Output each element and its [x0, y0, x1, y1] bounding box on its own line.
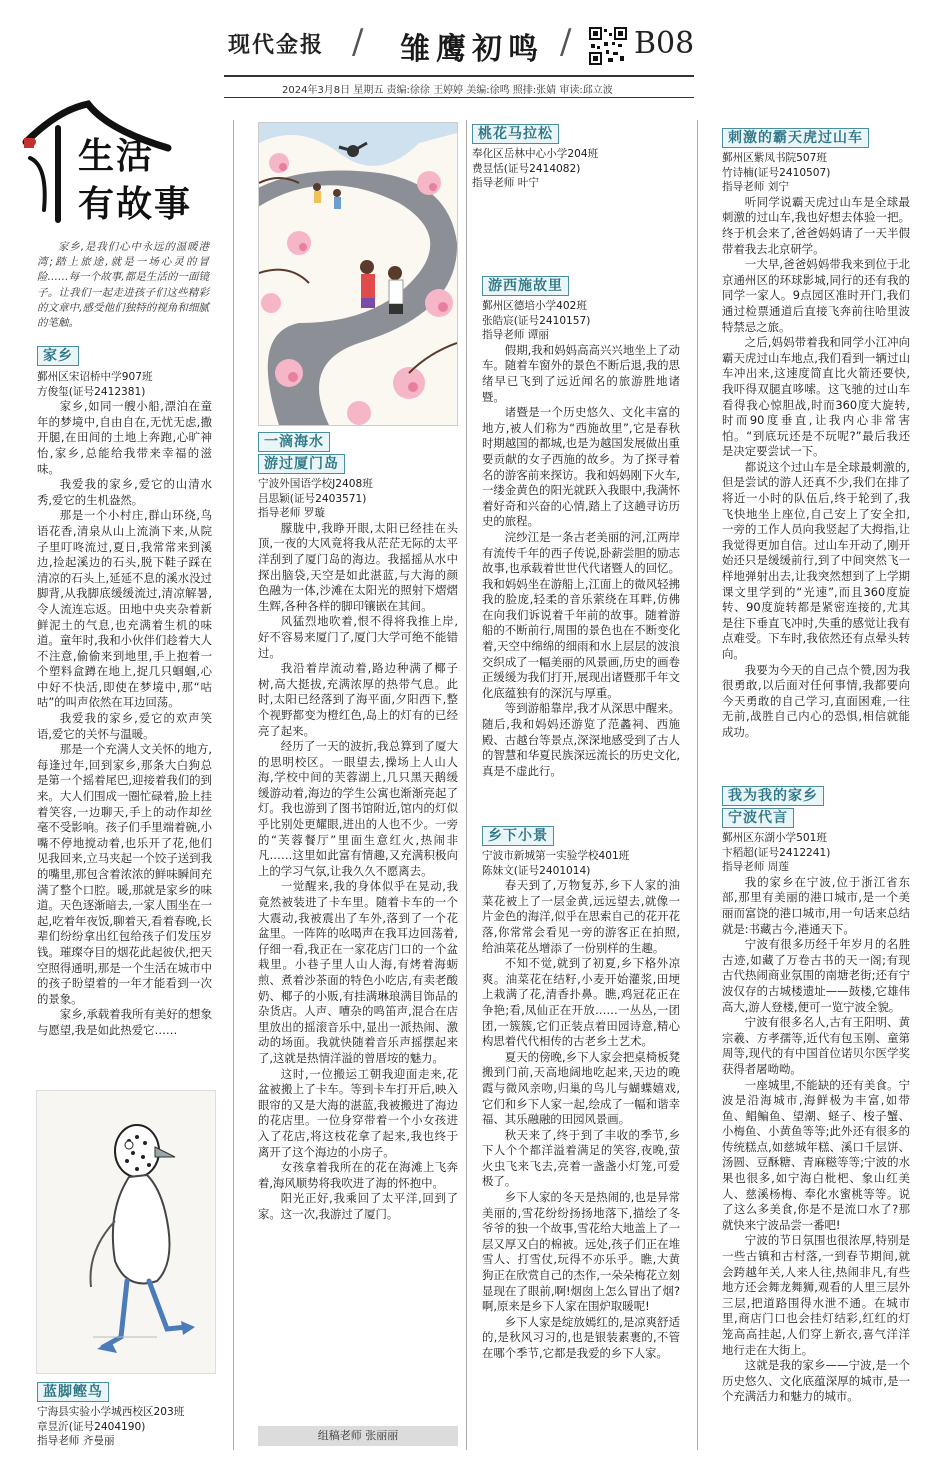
- article-author: 竹诗楠(证号2410507): [722, 166, 831, 179]
- qr-code-icon[interactable]: [588, 26, 628, 66]
- column-logo-line2: 有故事: [78, 183, 193, 225]
- article-paragraph: 我沿着岸流动着,路边种满了椰子树,高大挺拔,充满浓厚的热带气息。此时,太阳已经落到了海平面,夕阳西下,整个视野都变为橙红色,岛上的灯有的已经亮了起来。: [258, 661, 458, 738]
- article-paragraph: 都说这个过山车是全球最刺激的,但是尝试的游人还真不少,我们在排了将近一小时的队伍后,终于轮到了,我飞快地坐上座位,自己安上了安全扣,一旁的工作人员向我竖起了大拇指,让我觉得更加自信。过山车开动了,刚开始还只是缓缓前行,到了中间突然飞一样地弹射出去,让我突然想到了上学期课文里学到的“光速”,而且360度旋转、90度旋转都是紧密连接的,尤其是往下垂直飞冲时,失重的感觉让我有点难受。下车时,我依然还有点晕头转向。: [722, 459, 910, 661]
- article-paragraph: 之后,妈妈带着我和同学小江冲向霸天虎过山车地点,我们看到一辆过山车冲出来,这速度简直比火箭还要快,我吓得双腿直哆嗦。这飞驰的过山车看得我心惊胆战,时而360度大旋转,时而90度垂直,让我内心非常害怕。“到底玩还是不玩呢?”最后我还是决定要尝试一下。: [722, 335, 910, 459]
- article-title-line1: 我为我的家乡: [722, 786, 824, 806]
- article-paragraph: 听同学说霸天虎过山车是全球最刺激的过山车,我也好想去体验一把。终于机会来了,爸爸妈妈请了一天半假带着我去北京研学。: [722, 194, 910, 256]
- article-paragraph: 一大早,爸爸妈妈带我来到位于北京通州区的环球影城,同行的还有我的同学一家人。9点园区准时开门,我们通过检票通道后直接飞奔前往哈里波特禁忌之旅。: [722, 257, 910, 334]
- article-title: 蓝脚鲣鸟: [37, 1382, 109, 1402]
- article-paragraph: 假期,我和妈妈高高兴兴地坐上了动车。随着车窗外的景色不断后退,我的思绪早已飞到了远近闻名的旅游胜地诸暨。: [482, 342, 680, 404]
- page-number: B08: [634, 26, 695, 61]
- article-paragraph: 我爱我的家乡,爱它的山清水秀,爱它的生机盎然。: [37, 477, 212, 507]
- intro-text: [37, 240, 209, 331]
- article-paragraph: 秋天来了,终于到了丰收的季节,乡下人个个都洋溢着满足的笑容,夜晚,萤火虫飞来飞去,亮着一盏盏小灯笼,可爱极了。: [482, 1127, 680, 1189]
- article-paragraph: 朦胧中,我睁开眼,太阳已经挂在头顶,一夜的大风竟将我从茫茫无际的太平洋刮到了厦门岛的海边。我摇摇从水中探出脑袋,天空是如此湛蓝,与大海的颜色融为一体,沙滩在太阳光的照射下熠熠生辉,各种各样的脚印镶嵌在其间。: [258, 520, 458, 613]
- article-school: 奉化区岳林中心小学204班: [472, 148, 599, 160]
- article-paragraph: 这就是我的家乡——宁波,是一个历史悠久、文化底蕴深厚的城市,是一个充满活力和魅力的城市。: [722, 1358, 910, 1404]
- article-author: 卞稻超(证号2412241): [722, 846, 831, 859]
- article-paragraph: 我要为今天的自己点个赞,因为我很勇敢,以后面对任何事情,我都要向今天勇敢的自己学习,直面困难,一往无前,战胜自己内心的恐惧,相信就能成功。: [722, 662, 910, 739]
- article-paragraph: 浣纱江是一条古老美丽的河,江两岸有流传千年的西子传说,卧薪尝胆的励志故事,也承载着世世代代诸暨人的回忆。我和妈妈坐在游船上,江面上的微风轻拂我的脸庞,轻柔的音乐萦绕在耳畔,仿佛在向我们诉说着千年前的故事。随着游船的不断前行,周围的景色也在不断变化着,天空中绵绵的细雨和水上层层的波浪交织成了一幅美丽的风景画,历史的画卷正缓缓为我们打开,展现出诸暨那千年文化底蕴独有的深沉与厚重。: [482, 529, 680, 700]
- article-roller-coaster: [722, 128, 910, 741]
- article-paragraph: 我的家乡在宁波,位于浙江省东部,那里有美丽的港口城市,是一个美丽而富饶的港口城市,用一句话来总结就是:书藏古今,港通天下。: [722, 874, 910, 936]
- article-paragraph: 一觉醒来,我的身体似乎在晃动,我竟然被装进了卡车里。随着卡车的一个大震动,我被震出了车外,落到了一个花盆里。一阵阵的吆喝声在我耳边回荡着,仔细一看,我正在一家花店门口的一个盆栽里。小巷子里人山人海,有烤着海蛎煎、煮着沙茶面的特色小吃店,有卖老酸奶、椰子的小贩,有挂满琳琅满目饰品的杂货店。人声、嘈杂的鸣笛声,混合在店里放出的摇滚音乐中,显出一派热闹、激动的场面。我就快随着音乐声摇摆起来了,这就是热情洋溢的曾厝垵的魅力。: [258, 879, 458, 1065]
- article-paragraph: 阳光正好,我乘回了太平洋,回到了家。这一次,我游过了厦门。: [258, 1191, 458, 1221]
- article-title: 游西施故里: [482, 276, 569, 296]
- article-title: 桃花马拉松: [472, 124, 559, 144]
- article-paragraph: 家乡,承载着我所有美好的想象与愿望,我是如此热爱它……: [37, 1007, 212, 1037]
- article-paragraph: 宁波有很多历经千年岁月的名胜古迹,如藏了万卷古书的天一阁;有现古代热闹商业氛围的南塘老街;还有宁波仅存的古城楼遗址——鼓楼,它雄伟高大,游人登楼,便可一览宁波全貌。: [722, 937, 910, 1014]
- article-paragraph: 风猛烈地吹着,恨不得将我推上岸,好不容易来厦门了,厦门大学可绝不能错过。: [258, 614, 458, 660]
- article-paragraph: 春天到了,万物复苏,乡下人家的油菜花被上了一层金黄,远远望去,就像一片金色的海洋,似乎在思索自己的花开花落,你常常会看见一旁的游客正在拍照,给油菜花丛增添了一份别样的生趣。: [482, 878, 680, 955]
- article-school: 宁波外国语学校J2408班: [258, 478, 373, 490]
- article-title: 乡下小景: [482, 826, 554, 846]
- article-xiamen: [258, 432, 458, 1223]
- article-paragraph: 那是一个小村庄,群山环绕,鸟语花香,清泉从山上流淌下来,从院子里叮咚流过,夏日,我常常来到溪边,捡起溪边的石头,脱下鞋子踩在清凉的石头上,延延不息的溪水没过脚背,从我脚底缓缓流过,清凉解暑,令人流连忘返。田地中央夹杂着新鲜泥土的气息,也充满着生机的味道。童年时,我和小伙伴们趁着大人不注意,偷偷来到地里,手上抱着一个塑料盒蹲在地上,捉几只蝈蝈,心中好不快活,即使在梦境中,那“咕咕”的叫声依然在耳边回荡。: [37, 508, 212, 710]
- article-paragraph: 诸暨是一个历史悠久、文化丰富的地方,被人们称为“西施故里”,它是春秋时期越国的都城,也是为越国发展做出重要贡献的女子西施的故乡。为了探寻着名的游客前来探访。我和妈妈刚下火车,一缕金黄色的阳光就跃入我眼中,我满怀着好奇和兴奋的心情,踏上了这趟寻访历史的旅程。: [482, 405, 680, 529]
- article-paragraph: 我爱我的家乡,爱它的欢声笑语,爱它的关怀与温暖。: [37, 711, 212, 741]
- article-school: 鄞州区宋诏桥中学907班: [37, 371, 153, 383]
- article-title-line1: 一滴海水: [258, 432, 330, 452]
- article-school: 鄞州区德培小学402班: [482, 300, 587, 312]
- masthead-slash: /: [352, 22, 364, 62]
- article-teacher: 指导老师 齐曼丽: [37, 1435, 115, 1448]
- peach-blossom-marathon-painting: [258, 122, 458, 426]
- article-paragraph: 经历了一天的波折,我总算到了厦大的思明校区。一眼望去,操场上人山人海,学校中间的芙蓉湖上,几只黑天鹅缓缓游动着,海边的学生公寓也渐渐亮起了灯。我也游到了图书馆附近,馆内的灯似乎比别处更耀眼,进出的人也不少。一旁的“芙蓉餐厅”里面生意红火,热闹非凡……这里如此富有情趣,又充满积极向上的学习气氛,让我久久不愿离去。: [258, 739, 458, 878]
- dateline-rule: [224, 97, 694, 98]
- article-author: 吕思颖(证号2403571): [258, 492, 367, 505]
- article-peach-marathon: [472, 124, 680, 191]
- article-paragraph: 夏天的傍晚,乡下人家会把桌椅板凳搬到门前,天高地阔地吃起来,天边的晚霞与微风亲吻,归巢的鸟儿与蝴蝶嬉戏,它们和乡下人家一起,绘成了一幅和谐幸福、其乐融融的田园风景画。: [482, 1049, 680, 1127]
- article-paragraph: 宁波有很多名人,古有王阳明、黄宗羲、方孝孺等,近代有包玉刚、童第周等,现代的有中国首位诺贝尔医学奖获得者屠呦呦。: [722, 1015, 910, 1076]
- article-paragraph: 宁波的节日氛围也很浓厚,特别是一些古镇和古村落,一到春节期间,就会跨越年关,人来人往,热闹非凡,有些地方还会舞龙舞狮,观看的人里三层外三层,把道路围得水泄不通。在城市里,商店门口也会挂灯结彩,红红的灯笼高高挂起,人们穿上新衣,喜气洋洋地行走在大街上。: [722, 1233, 910, 1357]
- article-title: 家乡: [37, 346, 79, 366]
- intro-paragraph: 家乡,是我们心中永远的温暖港湾;踏上旅途,就是一场心灵的冒险……每一个故事,都是生活的一面镜子。让我们一起走进孩子们这些精彩的文章中,感受他们独特的视角和细腻的笔触。: [37, 241, 209, 330]
- article-author: 章昱沂(证号2404190): [37, 1420, 146, 1433]
- article-title-line2: 宁波代言: [722, 808, 794, 828]
- article-title: 刺激的霸天虎过山车: [722, 128, 869, 148]
- article-paragraph: 那是一个充满人文关怀的地方,每逢过年,回到家乡,那条大白狗总是第一个摇着尾巴,迎接着我们的到来。大人们围成一圈忙碌着,脸上挂着笑容,一边聊天,手上的动作却丝毫不受影响。孩子们手里端着碗,小嘴不停地搅动着,也乐开了花,他们见我回来,立马夹起一个饺子送到我的嘴里,那包含着浓浓的鲜味瞬间充满了整个口腔。暖,那就是家乡的味道。天色逐渐暗去,一家人围坐在一起,吃着年夜饭,聊着天,看着春晚,长辈们纷纷拿出红包给孩子们发压岁钱。璀璨夺目的烟花此起彼伏,把天空照得通明,那是一个生活在城市中的孩子盼望着的一年才能看到一次的景象。: [37, 742, 212, 1006]
- article-xishi: [482, 276, 680, 779]
- column-divider: [697, 120, 698, 1450]
- article-booby: [37, 1382, 215, 1449]
- article-teacher: 指导老师 罗璇: [258, 507, 325, 520]
- article-teacher: 指导老师 谭丽: [482, 329, 549, 342]
- article-school: 宁海县实验小学城西校区203班: [37, 1406, 185, 1418]
- article-author: 陈妹文(证号2401014): [482, 864, 591, 877]
- masthead-rule: [224, 75, 694, 77]
- article-school: 宁波市新城第一实验学校401班: [482, 850, 630, 862]
- article-teacher: 指导老师 周莲: [722, 861, 789, 874]
- article-hometown: [37, 346, 212, 1039]
- paper-name: 现代金报: [228, 33, 325, 58]
- column-logo-line1: 生活: [78, 135, 155, 177]
- article-author: 费昱恬(证号2414082): [472, 162, 581, 175]
- column-divider: [233, 120, 234, 1450]
- article-school: 鄞州区紫凤书院507班: [722, 152, 827, 164]
- article-paragraph: 不知不觉,就到了初夏,乡下格外凉爽。油菜花在结籽,小麦开始灌浆,田埂上栽满了花,清香扑鼻。瞧,鸡冠花正在争艳;看,凤仙正在开放……一丛丛,一团团,一簇簇,它们正装点着田园诗意,精心构思着代代相传的古老乡土艺术。: [482, 956, 680, 1049]
- editor-footnote: 组稿老师 张丽丽: [258, 1426, 458, 1446]
- article-paragraph: 这时,一位搬运工朝我迎面走来,花盆被搬上了卡车。等到卡车打开后,映入眼帘的又是大海的湛蓝,我被搬进了海边的花店里。一位身穿带着一个小女孩进入了花店,将这枝花拿了起来,我也终于离开了这个海边的小房子。: [258, 1066, 458, 1159]
- article-author: 方俊玺(证号2412381): [37, 385, 146, 398]
- article-paragraph: 一座城里,不能缺的还有美食。宁波是沿海城市,海鲜极为丰富,如带鱼、鲳鳊鱼、望潮、蛏子、梭子蟹、小梅鱼、小黄鱼等等;此外还有很多的传统糕点,如慈城年糕、溪口千层饼、汤圆、豆酥糖、青麻糍等等;宁波的水果也很多,如宁海白枇杷、象山红美人、慈溪杨梅、奉化水蜜桃等等。说了这么多美食,你是不是流口水了?那就快来宁波品尝一番吧!: [722, 1077, 910, 1232]
- article-paragraph: 乡下人家是绽放嫣红的,是凉爽舒适的,是秋风习习的,也是银装素裹的,不管在哪个季节,它都是我爱的乡下人家。: [482, 1314, 680, 1360]
- article-author: 张皓宸(证号2410157): [482, 314, 591, 327]
- section-title: 雏鹰初鸣: [400, 32, 544, 67]
- blue-footed-booby-drawing: [36, 1090, 216, 1374]
- article-village: [482, 826, 680, 1362]
- article-paragraph: 等到游船靠岸,我才从深思中醒来。随后,我和妈妈还游览了范蠡祠、西施殿、古越台等景点,深深地感受到了古人的智慧和华夏民族深远流长的历史文化,真是不虚此行。: [482, 701, 680, 778]
- article-paragraph: 乡下人家的冬天是热闹的,也是异常美丽的,雪花纷纷扬扬地落下,描绘了冬爷爷的独一个故事,雪花给大地盖上了一层又厚又白的棉被。远处,孩子们正在堆雪人、打雪仗,玩得不亦乐乎。瞧,大黄狗正在欣赏自己的杰作,一朵朵梅花立刻显现在了眼前,啊!烟囱上怎么冒出了烟?啊,原来是乡下人家在围炉取暖呢!: [482, 1190, 680, 1314]
- article-title-line2: 游过厦门岛: [258, 454, 345, 474]
- article-ningbo: [722, 786, 910, 1405]
- article-teacher: 指导老师 刘宁: [722, 181, 789, 194]
- article-paragraph: 女孩拿着我所在的花在海滩上飞奔着,海风顺势将我吹进了海的怀抱中。: [258, 1160, 458, 1190]
- article-paragraph: 家乡,如同一艘小船,漂泊在童年的梦境中,自由自在,无忧无虑,撒开腿,在田间的土地上奔跑,心旷神怡,家乡,总能给我带来幸福的滋味。: [37, 399, 212, 476]
- column-divider: [466, 120, 467, 1450]
- masthead-slash: /: [560, 22, 572, 62]
- article-teacher: 指导老师 叶宁: [472, 177, 539, 190]
- dateline: 2024年3月8日 星期五 责编:徐徐 王婷婷 美编:徐鸣 照排:张婧 审读:邱立波: [282, 85, 613, 96]
- article-school: 鄞州区东湖小学501班: [722, 832, 827, 844]
